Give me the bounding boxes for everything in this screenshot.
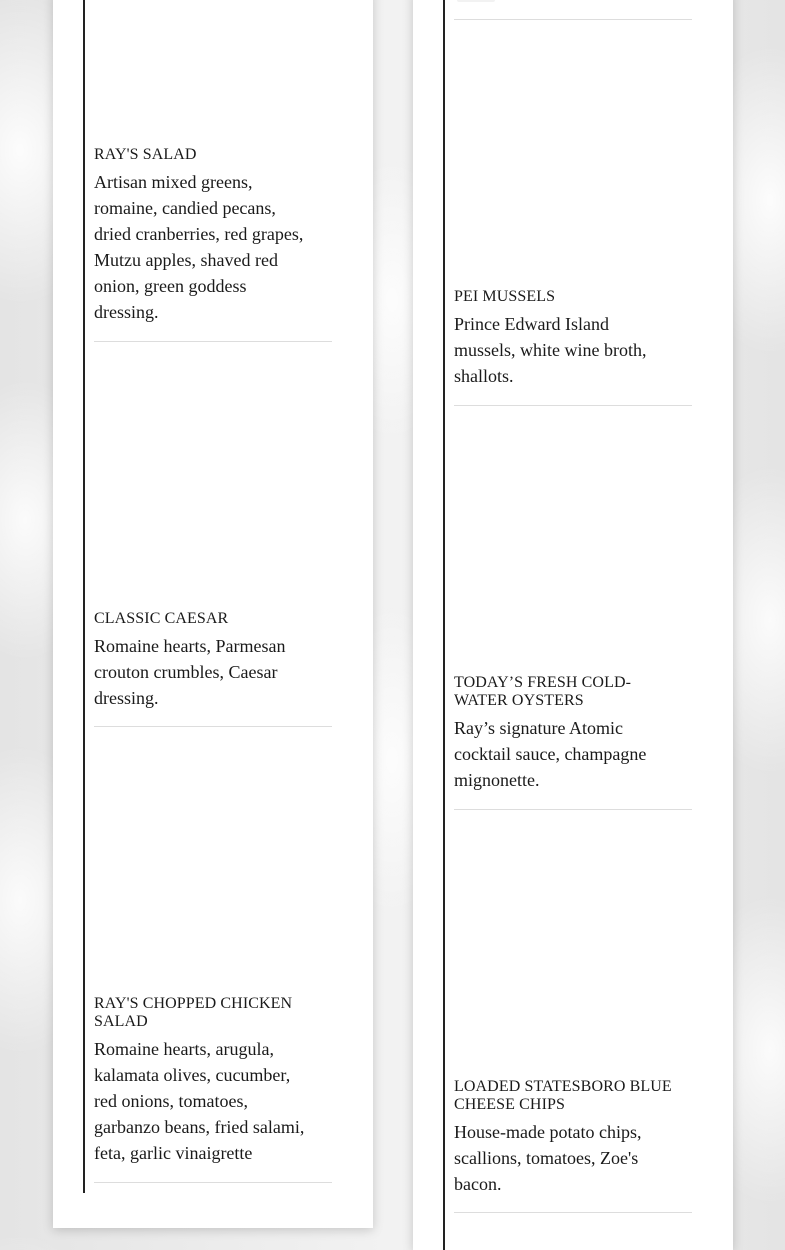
menu-item [94, 995, 332, 1166]
menu-item-title: PEI MUSSELS [454, 288, 556, 305]
menu-item-description: Artisan mixed greens, romaine, candied pecans, dried cranberries, red grapes, Mutzu apples, shaved red onion, green goddess dressing. [94, 172, 304, 322]
item-divider [94, 341, 332, 342]
item-divider [94, 1182, 332, 1183]
image-placeholder [457, 0, 495, 2]
column-rule [443, 0, 445, 1250]
menu-item [94, 610, 332, 711]
item-divider [454, 19, 692, 20]
item-divider [94, 726, 332, 727]
menu-item-description: Romaine hearts, arugula, kalamata olives, cucumber, red onions, tomatoes, garbanzo beans, fried salami, feta, garlic vinaigrette [94, 1039, 305, 1163]
menu-item-description: Prince Edward Island mussels, white wine broth, shallots. [454, 314, 647, 386]
menu-item-description: Ray’s signature Atomic cocktail sauce, champagne mignonette. [454, 718, 647, 790]
menu-item [454, 674, 692, 793]
menu-item-description: Romaine hearts, Parmesan crouton crumbles, Caesar dressing. [94, 636, 286, 708]
menu-item [454, 1078, 692, 1197]
menu-item [454, 288, 692, 389]
menu-item-title: TODAY’S FRESH COLD-WATER OYSTERS [454, 674, 632, 709]
menu-item-description: House-made potato chips, scallions, tomatoes, Zoe's bacon. [454, 1122, 642, 1194]
menu-item-title: RAY'S CHOPPED CHICKEN SALAD [94, 995, 293, 1030]
menu-item-title: CLASSIC CAESAR [94, 610, 229, 627]
item-divider [454, 809, 692, 810]
menu-column-right [413, 0, 733, 1250]
item-divider [454, 1212, 692, 1213]
menu-item [94, 146, 332, 325]
item-divider [454, 405, 692, 406]
column-rule [83, 0, 85, 1193]
menu-item-title: RAY'S SALAD [94, 146, 197, 163]
menu-item-title: LOADED STATESBORO BLUE CHEESE CHIPS [454, 1078, 672, 1113]
menu-column-left [53, 0, 373, 1228]
